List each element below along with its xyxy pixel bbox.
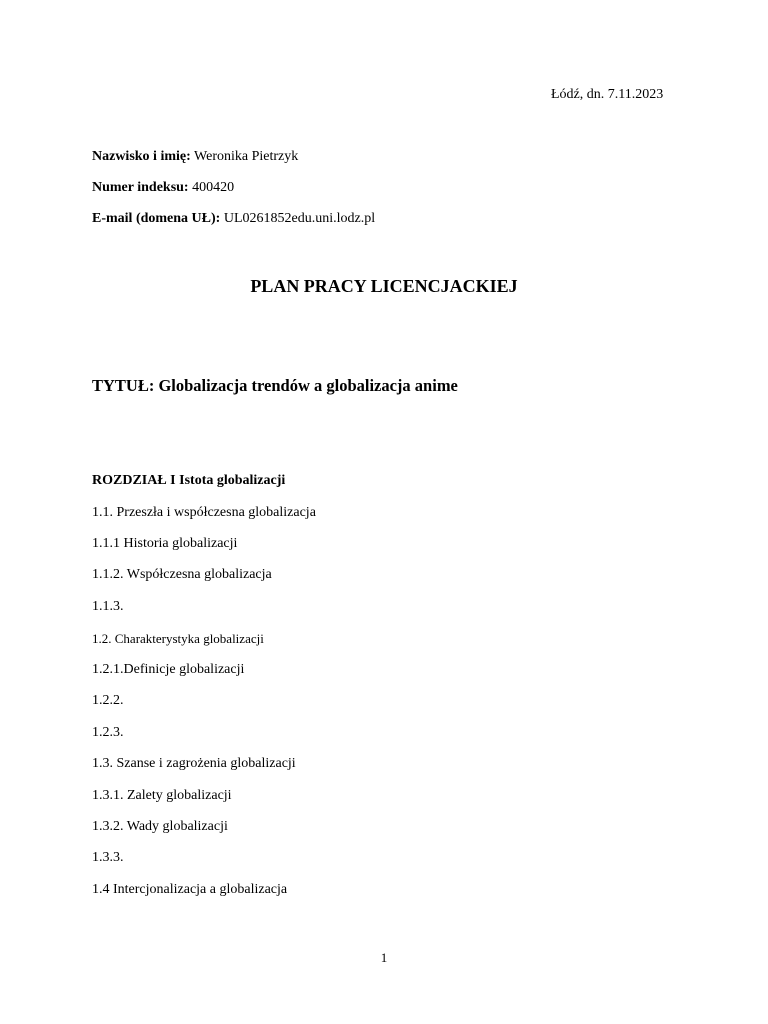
thesis-topic: TYTUŁ: Globalizacja trendów a globalizacja anime: [92, 376, 458, 395]
student-index-value: 400420: [188, 180, 235, 195]
outline-item: 1.3.3.: [92, 850, 124, 865]
student-email-value: UL0261852edu.uni.lodz.pl: [220, 211, 376, 226]
outline-item: 1.1. Przeszła i współczesna globalizacja: [92, 505, 316, 520]
chapter-heading: ROZDZIAŁ I Istota globalizacji: [92, 473, 286, 488]
outline-item: 1.4 Intercjonalizacja a globalizacja: [92, 882, 288, 897]
page-number: 1: [380, 950, 388, 965]
document-title: PLAN PRACY LICENCJACKIEJ: [250, 276, 518, 296]
student-name-line: [92, 150, 298, 164]
outline-item: 1.1.3.: [92, 599, 124, 614]
student-index-label: Numer indeksu:: [92, 180, 189, 195]
student-name-value: Weronika Pietrzyk: [190, 149, 299, 164]
student-name-label: Nazwisko i imię:: [92, 149, 191, 164]
outline-item: 1.3. Szanse i zagrożenia globalizacji: [92, 756, 296, 771]
place-date: Łódź, dn. 7.11.2023: [551, 87, 664, 102]
outline-item: 1.2.2.: [92, 693, 124, 708]
outline-item: 1.1.1 Historia globalizacji: [92, 536, 238, 551]
outline-item: 1.2.1.Definicje globalizacji: [92, 662, 245, 677]
outline-item: 1.2. Charakterystyka globalizacji: [92, 631, 264, 646]
outline-item: 1.1.2. Współczesna globalizacja: [92, 567, 272, 582]
outline-item: 1.3.1. Zalety globalizacji: [92, 788, 232, 803]
student-index-line: [92, 181, 234, 195]
outline-item: 1.2.3.: [92, 725, 124, 740]
student-email-label: E-mail (domena UŁ):: [92, 211, 221, 226]
outline-item: 1.3.2. Wady globalizacji: [92, 819, 228, 834]
student-email-line: [92, 212, 375, 226]
